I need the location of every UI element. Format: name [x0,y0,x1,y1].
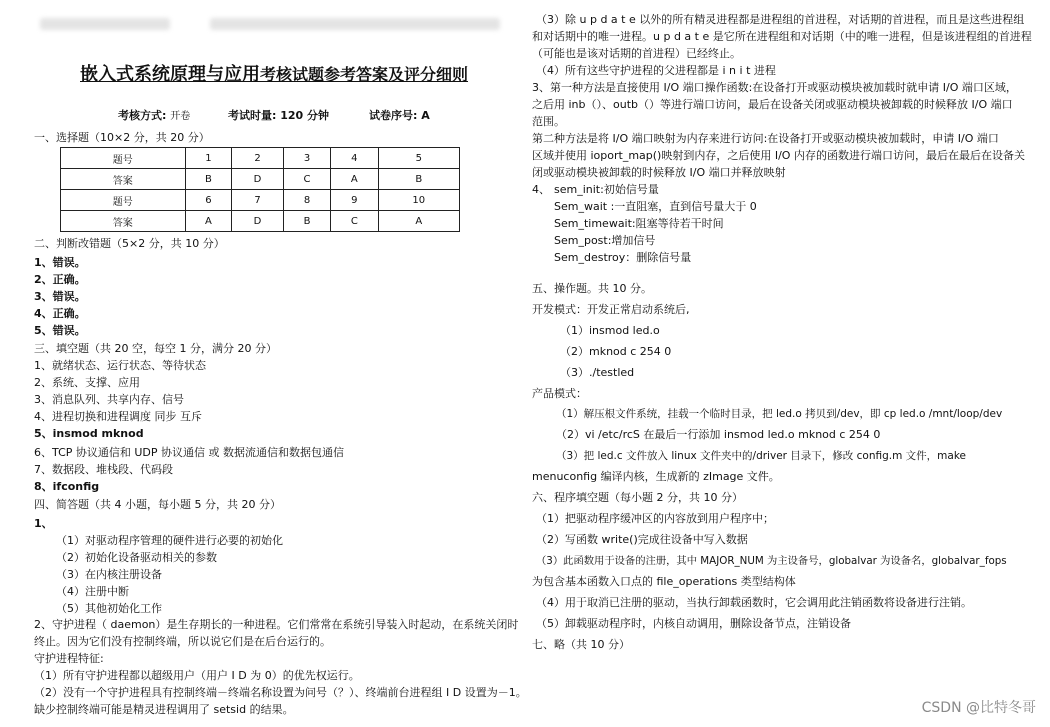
dev-mode-label: 开发模式：开发正常启动系统后, [532,303,690,316]
blurred-header [40,18,170,30]
fill-answer: 6、TCP 协议通信和 UDP 协议通信 或 数据流通信和数据包通信 [34,446,345,459]
q2-feature: 缺少控制终端可能是精灵进程调用了 setsid 的结果。 [34,703,294,716]
table-cell: D [232,211,284,232]
q1-item: （2）初始化设备驱动相关的参数 [56,551,217,564]
document-title [80,60,468,86]
q4-item: sem_init:初始信号量 [554,183,659,196]
table-cell: 7 [232,190,284,211]
q1-item: （5）其他初始化工作 [56,602,162,615]
q4-item: Sem_post:增加信号 [554,234,656,247]
q2-text: 2、守护进程（ daemon）是生存期长的一种进程。它们常常在系统引导装入时起动，在系统关闭时 [34,618,519,631]
table-cell: 3 [283,148,330,169]
q1-label: 1、 [34,517,53,530]
q2-feature: （4）所有这些守护进程的父进程都是 i n i t 进程 [536,64,776,77]
judge-answer: 4、正确。 [34,307,86,320]
section6-heading: 六、程序填空题（每小题 2 分，共 10 分） [532,491,743,504]
section7-heading: 七、略（共 10 分） [532,638,630,651]
prod-step: （3）把 led.c 文件放入 linux 文件夹中的/driver 目录下，修改 config.m 文件，make [556,450,967,462]
table-cell: 10 [378,190,459,211]
prod-mode-label: 产品模式： [532,387,587,400]
table-cell: C [331,211,378,232]
q1-item: （4）注册中断 [56,585,129,598]
q3-text: 区域并使用 ioport_map()映射到内存，之后使用 I/O 内存的函数进行端口访问，最后在最后在设备关 [532,149,1025,162]
fill-answer: 5、insmod mknod [34,427,144,440]
q2-feature: 和对话期中的唯一进程。u p d a t e 是它所在进程组和对话期（中的唯一进程，但是该进程组的首进程 [532,30,1032,43]
q4-item: Sem_wait :一直阻塞，直到信号量大于 0 [554,200,757,213]
program-answer: （1）把驱动程序缓冲区的内容放到用户程序中； [536,512,774,525]
fill-answer: 7、数据段、堆栈段、代码段 [34,463,173,476]
program-answer: （5）卸载驱动程序时，内核自动调用，删除设备节点，注销设备 [536,617,851,630]
prod-step: （2）vi /etc/rcS 在最后一行添加 insmod led.o mknod c 254 0 [556,428,881,441]
table-cell: 4 [331,148,378,169]
program-answer: 为包含基本函数入口点的 file_operations 类型结构体 [532,575,796,588]
table-cell: 答案 [61,169,186,190]
dev-step: （2）mknod c 254 0 [560,345,672,358]
section4-heading: 四、简答题（共 4 小题，每小题 5 分，共 20 分） [34,498,281,511]
csdn-watermark: CSDN @比特冬哥 [921,700,1036,716]
program-answer: （4）用于取消已注册的驱动，当执行卸载函数时，它会调用此注销函数将设备进行注销。 [536,596,972,609]
q3-text: 第二种方法是将 I/O 端口映射为内存来进行访问:在设备打开或驱动模块被加载时，申请 I/O 端口 [532,132,999,145]
q2-feature: （可能也是该对话期的首进程）已经终止。 [532,47,741,60]
answer-table [60,147,460,232]
table-cell: 答案 [61,211,186,232]
q4-item: Sem_destroy：删除信号量 [554,251,692,264]
q3-text: 闭或驱动模块被卸载的时候释放 I/O 端口并释放映射 [532,166,786,179]
table-cell: 1 [185,148,232,169]
exam-duration: 考试时量: 120 分钟 [228,109,330,122]
dev-step: （1）insmod led.o [560,324,660,337]
exam-mode-label: 考核方式: [118,109,167,122]
q1-item: （3）在内核注册设备 [56,568,162,581]
prod-step: （1）解压根文件系统，挂载一个临时目录，把 led.o 拷贝到/dev，即 cp led.o /mnt/loop/dev [556,408,1003,420]
judge-answer: 1、错误。 [34,256,86,269]
section3-heading: 三、填空题（共 20 空，每空 1 分，满分 20 分） [34,342,277,355]
judge-answer: 5、错误。 [34,324,86,337]
q3-text: 3、第一种方法是直接使用 I/O 端口操作函数:在设备打开或驱动模块被加载时就申请 I/O 端口区域， [532,81,1017,94]
section1-heading: 一、选择题（10×2 分，共 20 分） [34,131,210,144]
table-cell: 题号 [61,190,186,211]
blurred-header [210,18,500,30]
q4-item: Sem_timewait:阻塞等待若干时间 [554,217,724,230]
exam-mode-value: 开卷 [170,111,191,122]
fill-answer: 8、ifconfig [34,480,100,493]
q2-feature: （3）除 u p d a t e 以外的所有精灵进程都是进程组的首进程，对话期的首进程，而且是这些进程组 [536,13,1025,26]
fill-answer: 2、系统、支撑、应用 [34,376,140,389]
table-cell: B [283,211,330,232]
prod-step: menuconfig 编译内核，生成新的 zImage 文件。 [532,470,780,483]
table-cell: 6 [185,190,232,211]
q2-feature: （2）没有一个守护进程具有控制终端－终端名称设置为问号（？）、终端前台进程组 I D 设置为－1。 [34,686,527,699]
table-row [61,211,460,232]
table-row [61,148,460,169]
program-answer: （2）写函数 write()完成往设备中写入数据 [536,533,748,546]
table-row [61,169,460,190]
table-cell: D [232,169,284,190]
exam-mode [118,107,190,123]
q4-label: 4、 [532,183,550,196]
fill-answer: 4、进程切换和进程调度 同步 互斥 [34,410,202,423]
table-cell: A [378,211,459,232]
q3-text: 范围。 [532,115,565,128]
table-cell: 9 [331,190,378,211]
title-suffix: 考核试题参考答案及评分细则 [260,65,469,84]
table-cell: 题号 [61,148,186,169]
q1-item: （1）对驱动程序管理的硬件进行必要的初始化 [56,534,283,547]
program-answer: （3）此函数用于设备的注册，其中 MAJOR_NUM 为主设备号，globalvar 为设备名，globalvar_fops [536,555,1007,567]
judge-answer: 3、错误。 [34,290,86,303]
table-cell: 5 [378,148,459,169]
section5-heading: 五、操作题。共 10 分。 [532,282,652,295]
paper-number: 试卷序号: A [369,109,430,122]
fill-answer: 3、消息队列、共享内存、信号 [34,393,184,406]
title-main: 嵌入式系统原理与应用 [80,64,260,85]
dev-step: （3）./testled [560,366,635,379]
table-cell: 2 [232,148,284,169]
q2-text: 终止。因为它们没有控制终端，所以说它们是在后台运行的。 [34,635,331,648]
table-row [61,190,460,211]
fill-answer: 1、就绪状态、运行状态、等待状态 [34,359,206,372]
q2-feature-title: 守护进程特征: [34,652,104,665]
table-cell: B [378,169,459,190]
table-cell: B [185,169,232,190]
q2-feature: （1）所有守护进程都以超级用户（用户 I D 为 0）的优先权运行。 [34,669,360,682]
section2-heading: 二、判断改错题（5×2 分，共 10 分） [34,237,225,250]
table-cell: A [331,169,378,190]
table-cell: A [185,211,232,232]
table-cell: C [283,169,330,190]
table-cell: 8 [283,190,330,211]
judge-answer: 2、正确。 [34,273,86,286]
q3-text: 之后用 inb（）、outb（）等进行端口访问，最后在设备关闭或驱动模块被卸载的时候释放 I/O 端口 [532,98,1013,111]
